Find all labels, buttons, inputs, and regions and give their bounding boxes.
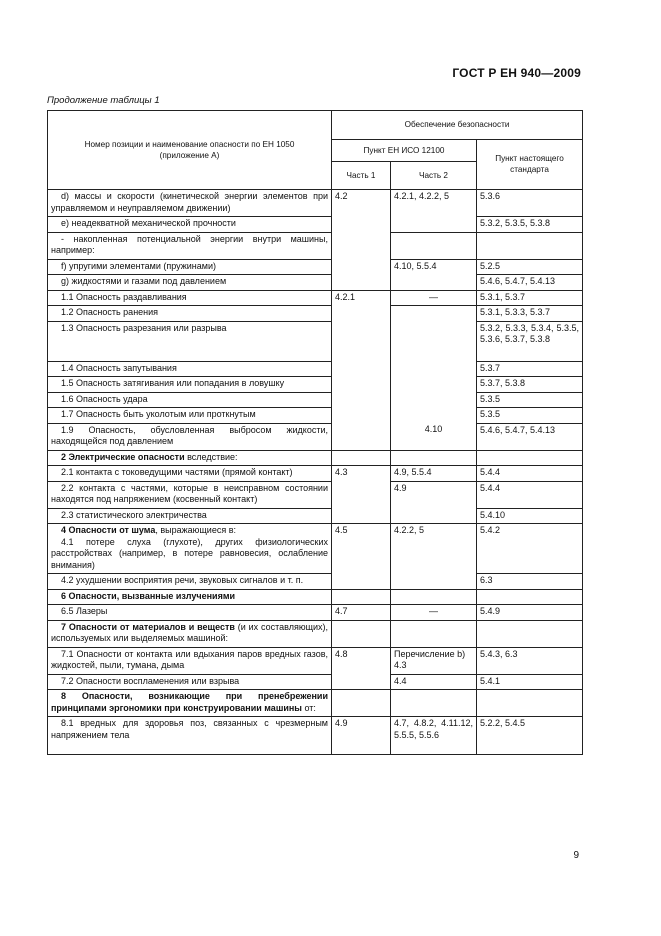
part2-cell: 4.9	[391, 481, 477, 524]
table-row	[48, 392, 583, 408]
page-number: 9	[573, 850, 579, 861]
standard-cell: 5.3.7, 5.3.8	[477, 377, 583, 393]
part2-cell: —	[391, 290, 477, 306]
table-row	[48, 481, 583, 508]
hazard-cell: 2.1 контакта с токоведущими частями (прямой контакт)	[48, 466, 332, 482]
standard-cell: 5.4.4	[477, 481, 583, 508]
standard-cell: 5.3.5	[477, 392, 583, 408]
table-row	[48, 589, 583, 605]
table-row	[48, 377, 583, 393]
header-hazard-column	[48, 111, 332, 190]
part2-cell	[391, 620, 477, 647]
section-title-tail: (и их составляющих), используемых или выделяемых машиной:	[51, 621, 328, 643]
hazard-cell: 2.2 контакта с частями, которые в неисправном состоянии находятся под напряжением (косвенный контакт)	[48, 481, 332, 508]
hazard-cell: 6.5 Лазеры	[48, 605, 332, 621]
part1-cell: 4.8	[332, 647, 391, 690]
part2-cell: 4.7, 4.8.2, 4.11.12, 5.5.5, 5.5.6	[391, 717, 477, 755]
part2-cell: 4.10	[391, 306, 477, 451]
table-row	[48, 450, 583, 466]
standard-cell: 5.3.2, 5.3.5, 5.3.8	[477, 217, 583, 233]
table-row	[48, 217, 583, 233]
part2-cell: —	[391, 605, 477, 621]
hazard-cell	[48, 620, 332, 647]
standard-cell: 5.3.1, 5.3.3, 5.3.7	[477, 306, 583, 322]
standard-cell: 5.4.9	[477, 605, 583, 621]
standard-cell	[477, 589, 583, 605]
part2-cell: 4.10, 5.5.4	[391, 259, 477, 290]
hazard-cell: - накопленная потенциальной энергии внутри машины, например:	[48, 232, 332, 259]
part2-cell: 4.4	[391, 674, 477, 690]
header-standard-clause: Пункт настоящего стандарта	[477, 140, 583, 190]
hazard-cell: 1.1 Опасность раздавливания	[48, 290, 332, 306]
part1-cell: 4.5	[332, 524, 391, 590]
table-row	[48, 275, 583, 291]
hazard-cell: 1.4 Опасность запутывания	[48, 361, 332, 377]
standard-cell: 5.4.10	[477, 508, 583, 524]
header-hazard-line1: Номер позиции и наименование опасности по ЕН 1050	[84, 139, 295, 149]
hazard-subitem: 4.1 потере слуха (глухоте), других физиологических расстройствах (например, в потере равновесия, ослабление внимания)	[51, 536, 328, 570]
standard-cell: 5.3.5	[477, 408, 583, 424]
hazard-cell: 8.1 вредных для здоровья поз, связанных с чрезмерным напряжением тела	[48, 717, 332, 755]
table-row	[48, 306, 583, 322]
hazard-cell: d) массы и скорости (кинетической энергии элементов при управляемом и неуправляемом движении)	[48, 190, 332, 217]
standard-cell: 5.2.5	[477, 259, 583, 275]
table-row	[48, 620, 583, 647]
hazard-cell: 7.2 Опасности воспламенения или взрыва	[48, 674, 332, 690]
table-row	[48, 290, 583, 306]
header-part1: Часть 1	[332, 162, 391, 190]
hazard-cell: 1.3 Опасность разрезания или разрыва	[48, 321, 332, 361]
hazard-cell: g) жидкостями и газами под давлением	[48, 275, 332, 291]
standard-cell: 5.2.2, 5.4.5	[477, 717, 583, 755]
table-row	[48, 232, 583, 259]
table-row	[48, 361, 583, 377]
part1-cell: 4.2	[332, 190, 391, 291]
part1-cell	[332, 589, 391, 605]
part2-cell	[391, 232, 477, 259]
part2-cell: Перечисление b) 4.3	[391, 647, 477, 674]
standard-cell: 5.4.2	[477, 524, 583, 574]
hazard-cell: 2.3 статистического электричества	[48, 508, 332, 524]
hazard-cell: f) упругими элементами (пружинами)	[48, 259, 332, 275]
hazard-cell: 1.7 Опасность быть уколотым или проткнутым	[48, 408, 332, 424]
part2-cell: 4.2.2, 5	[391, 524, 477, 590]
header-part2: Часть 2	[391, 162, 477, 190]
table-caption: Продолжение таблицы 1	[47, 95, 160, 106]
table-row	[48, 690, 583, 717]
part2-cell: 4.2.1, 4.2.2, 5	[391, 190, 477, 233]
header-iso-clause: Пункт ЕН ИСО 12100	[332, 140, 477, 162]
part1-cell	[332, 450, 391, 466]
table-row	[48, 508, 583, 524]
standard-cell: 5.4.6, 5.4.7, 5.4.13	[477, 275, 583, 291]
part1-cell: 4.7	[332, 605, 391, 621]
table-row	[48, 674, 583, 690]
standard-cell: 5.3.7	[477, 361, 583, 377]
table-row	[48, 259, 583, 275]
table-row	[48, 605, 583, 621]
hazard-cell	[48, 524, 332, 574]
document-code: ГОСТ Р ЕН 940—2009	[452, 66, 581, 80]
table-row	[48, 524, 583, 574]
hazard-cell	[48, 450, 332, 466]
hazard-cell: 1.5 Опасность затягивания или попадания в ловушку	[48, 377, 332, 393]
part1-cell	[332, 620, 391, 647]
hazard-cell: 1.9 Опасность, обусловленная выбросом жидкости, находящейся под давлением	[48, 423, 332, 450]
standard-cell: 5.4.4	[477, 466, 583, 482]
table-row	[48, 321, 583, 361]
section-title: 4 Опасности от шума	[61, 525, 156, 535]
part1-cell: 4.2.1	[332, 290, 391, 450]
header-hazard-line2: (приложение А)	[159, 150, 220, 160]
hazard-cell: 6 Опасности, вызванные излучениями	[48, 589, 332, 605]
section-title: 7 Опасности от материалов и веществ	[61, 621, 235, 632]
standard-cell: 5.3.6	[477, 190, 583, 217]
part2-cell: 4.9, 5.5.4	[391, 466, 477, 482]
section-title-tail: от:	[301, 702, 316, 713]
standard-cell: 5.3.1, 5.3.7	[477, 290, 583, 306]
standard-cell: 5.3.2, 5.3.3, 5.3.4, 5.3.5, 5.3.6, 5.3.7, 5.3.8	[477, 321, 583, 361]
section-title-tail: , выражающиеся в:	[155, 525, 236, 535]
standard-cell	[477, 232, 583, 259]
table-row	[48, 408, 583, 424]
hazard-cell: 4.2 ухудшении восприятия речи, звуковых сигналов и т. п.	[48, 574, 332, 590]
section-title-tail: вследствие:	[184, 451, 238, 462]
part2-cell	[391, 690, 477, 717]
hazard-cell	[48, 690, 332, 717]
hazard-cell: 1.2 Опасность ранения	[48, 306, 332, 322]
hazard-cell: e) неадекватной механической прочности	[48, 217, 332, 233]
hazard-cell: 7.1 Опасности от контакта или вдыхания паров вредных газов, жидкостей, пыли, тумана, дыма	[48, 647, 332, 674]
table-row	[48, 423, 583, 450]
table-row	[48, 647, 583, 674]
table-row	[48, 466, 583, 482]
section-title: 8 Опасности, возникающие при пренебрежении принципами эргономики при конструировании машины	[51, 691, 328, 713]
header-safety: Обеспечение безопасности	[332, 111, 583, 140]
standard-cell	[477, 450, 583, 466]
part1-cell	[332, 690, 391, 717]
hazards-table	[47, 110, 583, 755]
table-row	[48, 574, 583, 590]
standard-cell: 5.4.6, 5.4.7, 5.4.13	[477, 423, 583, 450]
standard-cell	[477, 620, 583, 647]
standard-cell: 5.4.3, 6.3	[477, 647, 583, 674]
section-title: 2 Электрические опасности	[61, 451, 185, 462]
standard-cell	[477, 690, 583, 717]
standard-cell: 5.4.1	[477, 674, 583, 690]
part2-cell	[391, 450, 477, 466]
part2-cell	[391, 589, 477, 605]
part1-cell: 4.9	[332, 717, 391, 755]
standard-cell: 6.3	[477, 574, 583, 590]
part1-cell: 4.3	[332, 466, 391, 524]
table-row	[48, 717, 583, 755]
hazard-cell: 1.6 Опасность удара	[48, 392, 332, 408]
table-row	[48, 190, 583, 217]
